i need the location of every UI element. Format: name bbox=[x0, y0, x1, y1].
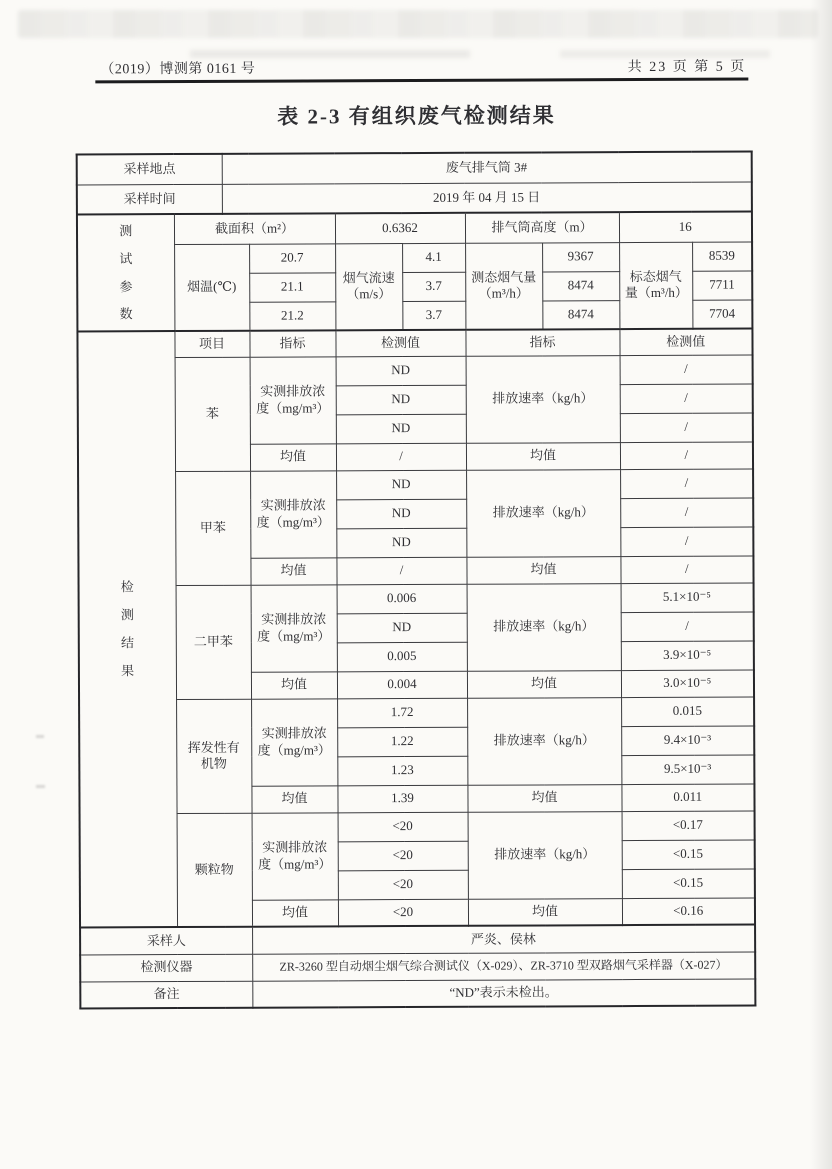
mean-label: 均值 bbox=[251, 785, 337, 812]
header-divider-rule bbox=[95, 78, 748, 84]
velocity-value: 4.1 bbox=[402, 243, 465, 272]
conc-value: 1.23 bbox=[337, 756, 467, 786]
test-params-section-label: 测试参数 bbox=[77, 214, 175, 331]
rate-mean-value: / bbox=[620, 556, 753, 584]
conc-value: ND bbox=[336, 470, 466, 500]
mean-label: 均值 bbox=[250, 443, 336, 470]
rate-value: / bbox=[621, 612, 754, 642]
sampling-location-value: 废气排气筒 3# bbox=[222, 152, 752, 184]
cross-section-label: 截面积（m²） bbox=[174, 213, 335, 244]
rate-label: 排放速率（kg/h） bbox=[468, 811, 622, 899]
page-number-info: 共 23 页 第 5 页 bbox=[627, 59, 747, 76]
rate-mean-value: / bbox=[620, 442, 753, 470]
conc-label: 实测排放浓度（mg/m³） bbox=[251, 698, 337, 785]
conc-value: ND bbox=[336, 385, 466, 415]
measured-flow-value: 8474 bbox=[542, 271, 619, 300]
sampling-time-label: 采样时间 bbox=[77, 184, 222, 215]
conc-value: <20 bbox=[338, 870, 468, 900]
remark-label: 备注 bbox=[80, 981, 252, 1009]
sampler-label: 采样人 bbox=[80, 927, 252, 955]
rate-label: 排放速率（kg/h） bbox=[466, 469, 620, 557]
conc-mean-value: / bbox=[336, 557, 466, 585]
remark-value: “ND”表示未检出。 bbox=[252, 979, 755, 1008]
cross-section-value: 0.6362 bbox=[335, 213, 465, 244]
velocity-value: 3.7 bbox=[402, 272, 465, 301]
mean-label: 均值 bbox=[251, 671, 337, 698]
mean-label: 均值 bbox=[466, 442, 620, 470]
rate-mean-value: <0.16 bbox=[622, 898, 755, 926]
conc-value: <20 bbox=[338, 841, 468, 871]
sampling-time-value: 2019 年 04 月 15 日 bbox=[222, 182, 752, 214]
conc-value: 1.22 bbox=[337, 727, 467, 757]
rate-value: 3.9×10⁻⁵ bbox=[621, 641, 754, 671]
conc-value: ND bbox=[336, 528, 466, 558]
rate-value: 9.4×10⁻³ bbox=[621, 726, 754, 756]
table-title: 表 2-3 有组织废气检测结果 bbox=[277, 103, 556, 129]
scan-artifact-top-band bbox=[18, 10, 818, 38]
measured-flow-value: 9367 bbox=[542, 242, 619, 271]
pollutant-name: 二甲苯 bbox=[176, 585, 252, 699]
conc-mean-value: 1.39 bbox=[337, 785, 467, 813]
instrument-label: 检测仪器 bbox=[80, 954, 252, 982]
velocity-value: 3.7 bbox=[402, 301, 465, 330]
pollutant-name: 颗粒物 bbox=[177, 813, 253, 927]
measured-flow-value: 8474 bbox=[542, 300, 619, 329]
instrument-value: ZR-3260 型自动烟尘烟气综合测试仪（X-029）、ZR-3710 型双路烟气采样器（X-027） bbox=[252, 952, 755, 981]
conc-label: 实测排放浓度（mg/m³） bbox=[250, 356, 336, 443]
standard-flow-value: 7704 bbox=[692, 300, 752, 329]
col-header-indicator2: 指标 bbox=[465, 329, 619, 356]
sampler-value: 严炎、侯林 bbox=[252, 925, 755, 954]
rate-label: 排放速率（kg/h） bbox=[467, 697, 621, 785]
rate-label: 排放速率（kg/h） bbox=[467, 583, 621, 671]
standard-flow-value: 7711 bbox=[692, 271, 752, 300]
mean-label: 均值 bbox=[466, 556, 620, 584]
scan-speck bbox=[36, 735, 44, 738]
page-header bbox=[100, 56, 746, 79]
emission-results-table bbox=[76, 151, 757, 1010]
conc-value: ND bbox=[337, 613, 467, 643]
conc-mean-value: <20 bbox=[338, 899, 468, 927]
conc-value: ND bbox=[336, 356, 466, 386]
conc-value: 1.72 bbox=[337, 698, 467, 728]
mean-label: 均值 bbox=[468, 898, 622, 926]
conc-value: ND bbox=[336, 414, 466, 444]
conc-value: 0.005 bbox=[337, 642, 467, 672]
rate-value: / bbox=[620, 355, 753, 385]
conc-label: 实测排放浓度（mg/m³） bbox=[250, 470, 336, 557]
rate-value: / bbox=[620, 384, 753, 414]
col-header-value2: 检测值 bbox=[619, 329, 752, 356]
mean-label: 均值 bbox=[250, 557, 336, 584]
col-header-indicator: 指标 bbox=[249, 330, 335, 356]
measured-flow-label: 测态烟气量（m³/h） bbox=[465, 242, 542, 329]
rate-value: / bbox=[620, 469, 753, 499]
sampling-location-label: 采样地点 bbox=[77, 154, 222, 185]
stack-height-value: 16 bbox=[619, 212, 752, 243]
mean-label: 均值 bbox=[467, 670, 621, 698]
rate-value: 0.015 bbox=[621, 697, 754, 727]
rate-value: <0.17 bbox=[622, 811, 755, 841]
rate-value: 9.5×10⁻³ bbox=[621, 755, 754, 785]
flue-temp-value: 21.2 bbox=[249, 301, 335, 330]
col-header-item: 项目 bbox=[174, 331, 249, 357]
rate-label: 排放速率（kg/h） bbox=[466, 355, 620, 443]
pollutant-name: 甲苯 bbox=[175, 471, 251, 585]
stack-height-label: 排气筒高度（m） bbox=[465, 212, 619, 243]
standard-flow-value: 8539 bbox=[692, 242, 752, 271]
scan-edge-shadow bbox=[810, 0, 832, 1169]
flue-temp-value: 20.7 bbox=[249, 243, 335, 272]
flue-temp-label: 烟温(℃) bbox=[174, 244, 249, 331]
pollutant-name: 苯 bbox=[175, 357, 251, 471]
mean-label: 均值 bbox=[467, 784, 621, 812]
rate-value: 5.1×10⁻⁵ bbox=[621, 583, 754, 613]
rate-mean-value: 3.0×10⁻⁵ bbox=[621, 670, 754, 698]
conc-label: 实测排放浓度（mg/m³） bbox=[251, 584, 337, 671]
mean-label: 均值 bbox=[252, 899, 338, 926]
scan-speck bbox=[36, 785, 45, 788]
conc-mean-value: / bbox=[336, 443, 466, 471]
conc-label: 实测排放浓度（mg/m³） bbox=[252, 812, 338, 899]
rate-value: <0.15 bbox=[622, 840, 755, 870]
results-section-label: 检测结果 bbox=[77, 331, 177, 927]
rate-mean-value: 0.011 bbox=[621, 784, 754, 812]
flue-temp-value: 21.1 bbox=[249, 272, 335, 301]
rate-value: / bbox=[620, 413, 753, 443]
rate-value: / bbox=[620, 527, 753, 557]
pollutant-name: 挥发性有机物 bbox=[176, 699, 252, 813]
conc-value: 0.006 bbox=[337, 584, 467, 614]
standard-flow-label: 标态烟气量（m³/h） bbox=[619, 242, 692, 329]
conc-value: ND bbox=[336, 499, 466, 529]
rate-value: / bbox=[620, 498, 753, 528]
rate-value: <0.15 bbox=[622, 869, 755, 899]
conc-mean-value: 0.004 bbox=[337, 671, 467, 699]
col-header-value: 检测值 bbox=[335, 330, 465, 357]
doc-number: （2019）博测第 0161 号 bbox=[100, 61, 256, 78]
velocity-label: 烟气流速（m/s） bbox=[335, 243, 402, 330]
conc-value: <20 bbox=[338, 812, 468, 842]
